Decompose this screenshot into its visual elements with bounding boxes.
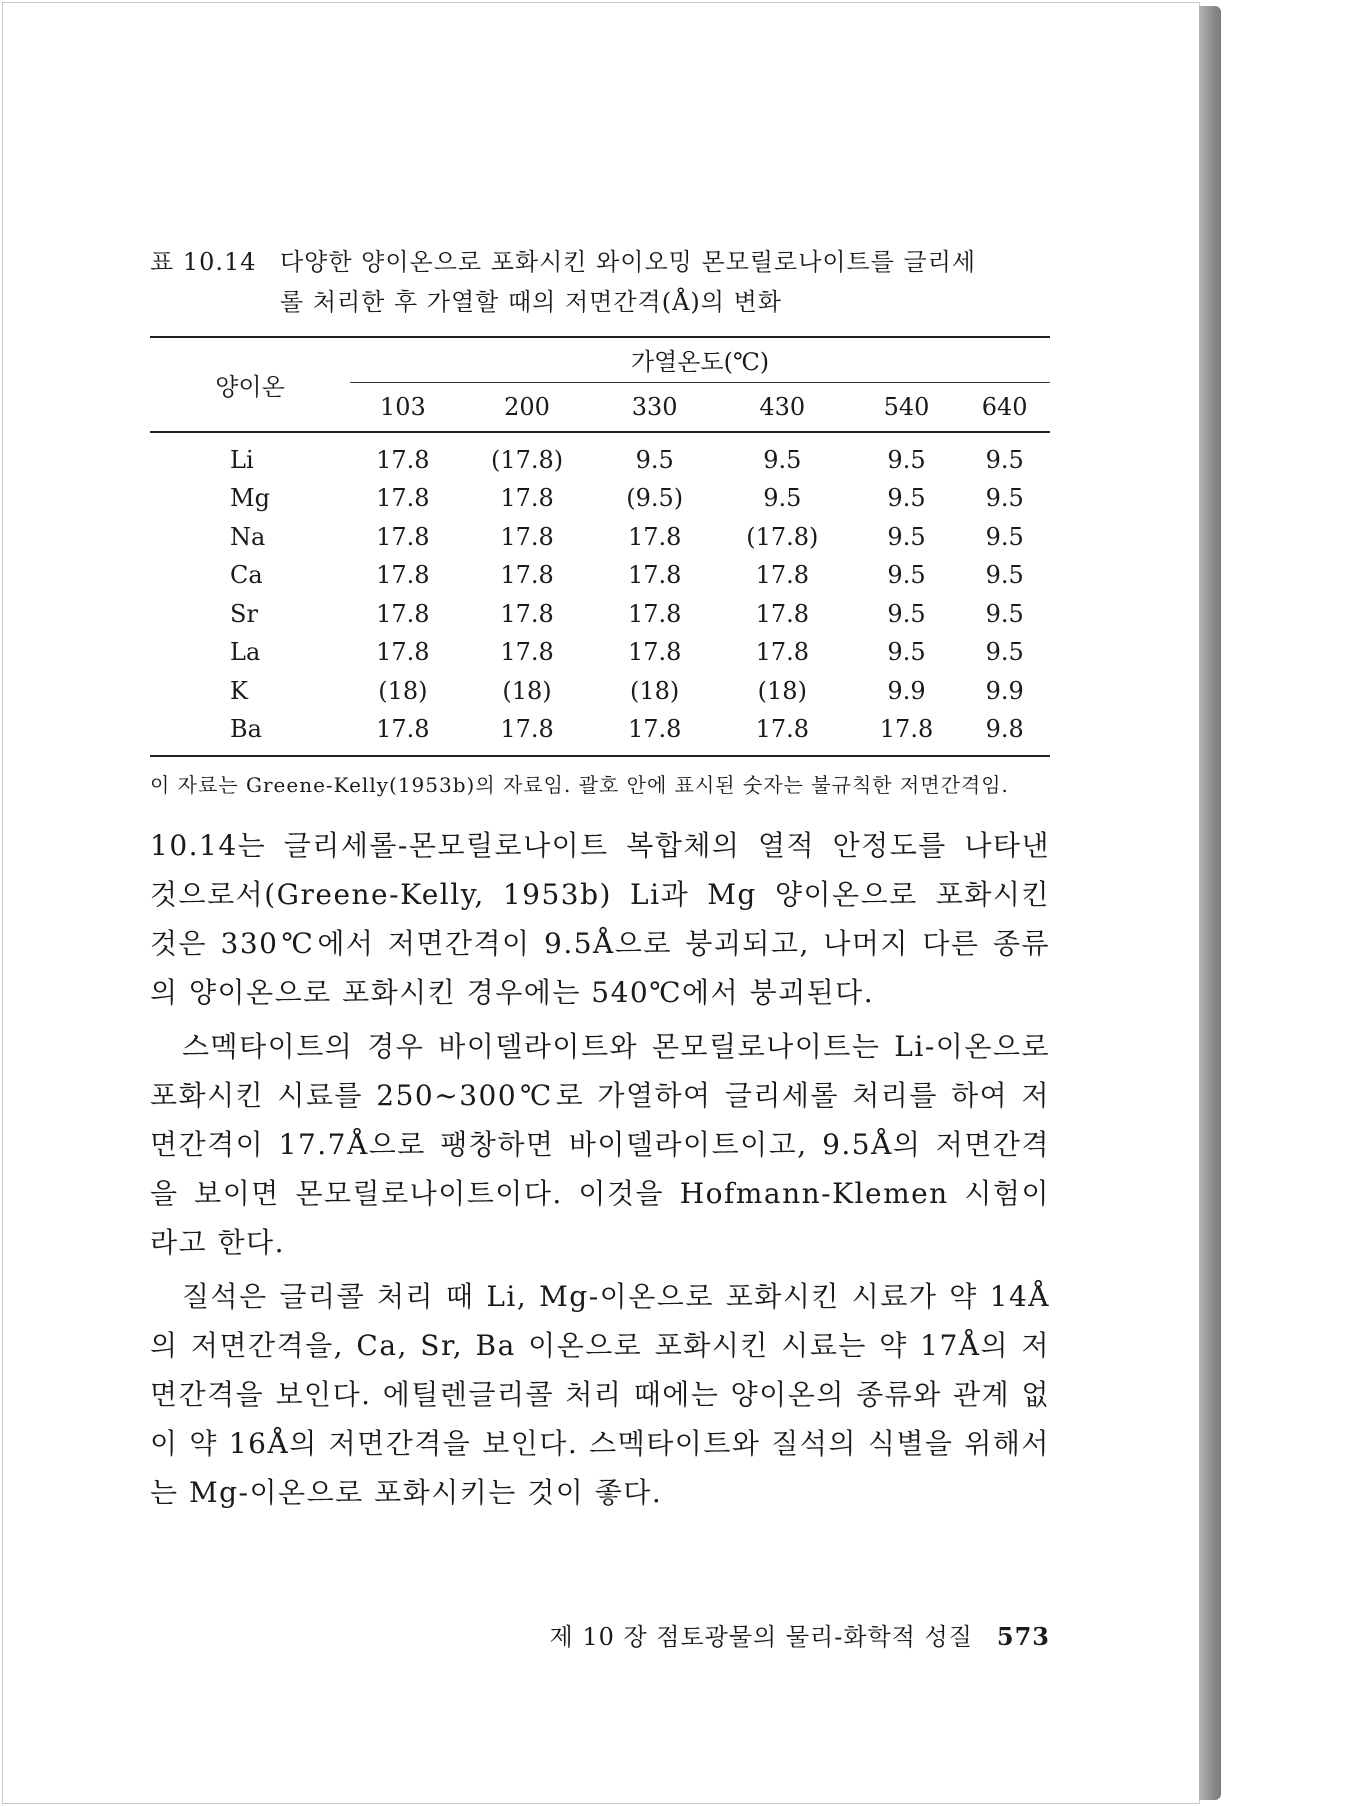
spacing-value-cell: (9.5) [626,484,684,513]
spacing-value-cell: 17.8 [879,715,934,744]
spacing-value-cell: 9.5 [887,638,926,667]
cation-cell: La [230,638,261,667]
spacing-value-cell: 17.8 [376,522,430,551]
cation-cell: Na [230,522,266,551]
temperature-header-cell: 640 [981,392,1028,421]
table-row [150,633,1050,672]
page-stack-edge [1199,6,1221,1800]
spacing-value-cell: (18) [757,676,807,705]
spacing-value-cell: 17.8 [627,561,682,590]
table-header-rule [150,432,1050,441]
table-number: 표 10.14 [150,248,257,276]
spacing-value-cell: 9.5 [985,599,1024,628]
spacing-value-cell: 17.8 [500,484,554,513]
spacing-value-cell: 17.8 [500,638,554,667]
spacing-value-cell: 17.8 [376,484,430,513]
running-footer-title: 제 10 장 점토광물의 물리-화학적 성질 [549,1623,973,1651]
page-number: 573 [996,1622,1050,1651]
table-row [150,672,1050,711]
spacing-value-cell: 17.8 [627,599,682,628]
spacing-value-cell: 9.5 [763,484,802,513]
table-note: 이 자료는 Greene-Kelly(1953b)의 자료임. 괄호 안에 표시된 숫자는 불규칙한 저면간격임. [150,772,1009,797]
cation-cell: Ba [230,715,262,744]
table-caption [150,242,1050,322]
table-row [150,441,1050,480]
spacing-value-cell: 9.5 [985,484,1024,513]
page-footer [520,1617,1050,1652]
table-row [150,479,1050,518]
spacing-value-cell: 17.8 [500,715,554,744]
spacing-value-cell: 17.8 [376,715,430,744]
spacing-value-cell: 17.8 [627,715,682,744]
spacing-value-cell: 17.8 [500,599,554,628]
spacing-value-cell: 17.8 [755,561,810,590]
spacing-value-cell: 17.8 [627,522,682,551]
spacing-table [150,338,1050,749]
temperature-group-header: 가열온도(℃) [350,338,1050,382]
cation-cell: Li [230,445,254,474]
spacing-value-cell: 17.8 [376,599,430,628]
spacing-value-cell: 17.8 [755,638,810,667]
spacing-value-cell: 9.5 [985,445,1024,474]
spacing-value-cell: 9.5 [763,445,802,474]
cation-cell: Ca [230,561,263,590]
spacing-value-cell: 9.5 [985,522,1024,551]
spacing-value-cell: 9.5 [887,561,926,590]
page-content [150,242,1050,1522]
spacing-value-cell: 9.5 [887,522,926,551]
spacing-value-cell: 17.8 [755,599,810,628]
spacing-value-cell: 17.8 [755,715,810,744]
table-title-line-1: 다양한 양이온으로 포화시킨 와이오밍 몬모릴로나이트를 글리세 [280,248,977,276]
cation-cell: Sr [230,599,258,628]
spacing-value-cell: 9.5 [985,638,1024,667]
table-row [150,710,1050,749]
spacing-value-cell: 17.8 [500,522,554,551]
spacing-value-cell: 17.8 [500,561,554,590]
table-bottom-rule [150,755,1050,757]
spacing-value-cell: 9.9 [985,676,1024,705]
paragraph: 질석은 글리콜 처리 때 Li, Mg-이온으로 포화시킨 시료가 약 14Å의 저면간격을, Ca, Sr, Ba 이온으로 포화시킨 시료는 약 17Å의 저면간격을 보인다. 에틸렌글리콜 처리 때에는 양이온의 종류와 관계 없이 약 16Å의 저면간격을 보인다. 스멕타이트와 질석의 식별을 위해서는 Mg-이온으로 포화시키는 것이 좋다. [150,1279,1050,1509]
cation-cell: K [230,676,248,705]
temperature-header-cell: 103 [379,392,426,421]
temperature-header-cell: 430 [759,392,806,421]
spacing-value-cell: 17.8 [376,445,430,474]
spacing-value-cell: 9.5 [635,445,674,474]
paragraph: 스멕타이트의 경우 바이델라이트와 몬모릴로나이트는 Li-이온으로 포화시킨 시료를 250~300℃로 가열하여 글리세롤 처리를 하여 저면간격이 17.7Å으로 팽창하면 바이델라이트이고, 9.5Å의 저면간격을 보이면 몬모릴로나이트이다. 이것을 Hofmann-Klemen 시험이라고 한다. [150,1029,1050,1259]
spacing-value-cell: 9.9 [887,676,926,705]
spacing-value-cell: (18) [630,676,680,705]
spacing-value-cell: (17.8) [746,522,819,551]
spacing-value-cell: (18) [502,676,552,705]
table-row [150,595,1050,634]
spacing-value-cell: 9.5 [887,599,926,628]
cation-cell: Mg [230,484,270,513]
temperature-header-cell: 540 [883,392,930,421]
spacing-value-cell: 17.8 [627,638,682,667]
spacing-value-cell: 9.5 [887,484,926,513]
spacing-value-cell: (18) [378,676,428,705]
table-row [150,556,1050,595]
cation-column-header: 양이온 [215,372,285,401]
spacing-value-cell: 17.8 [376,638,430,667]
temperature-header-cell: 200 [504,392,550,421]
table-title-line-2: 롤 처리한 후 가열할 때의 저면간격(Å)의 변화 [280,288,782,316]
spacing-value-cell: (17.8) [490,445,564,474]
spacing-value-cell: 17.8 [376,561,430,590]
table-row [150,518,1050,557]
temperature-header-cell: 330 [631,392,678,421]
spacing-value-cell: 9.5 [985,561,1024,590]
paragraph: 10.14는 글리세롤-몬모릴로나이트 복합체의 열적 안정도를 나타낸 것으로서(Greene-Kelly, 1953b) Li과 Mg 양이온으로 포화시킨 것은 330℃에서 저면간격이 9.5Å으로 붕괴되고, 나머지 다른 종류의 양이온으로 포화시킨 경우에는 540℃에서 붕괴된다. [150,828,1050,1009]
spacing-value-cell: 9.5 [887,445,926,474]
spacing-value-cell: 9.8 [985,715,1024,744]
body-text [150,821,1050,1517]
